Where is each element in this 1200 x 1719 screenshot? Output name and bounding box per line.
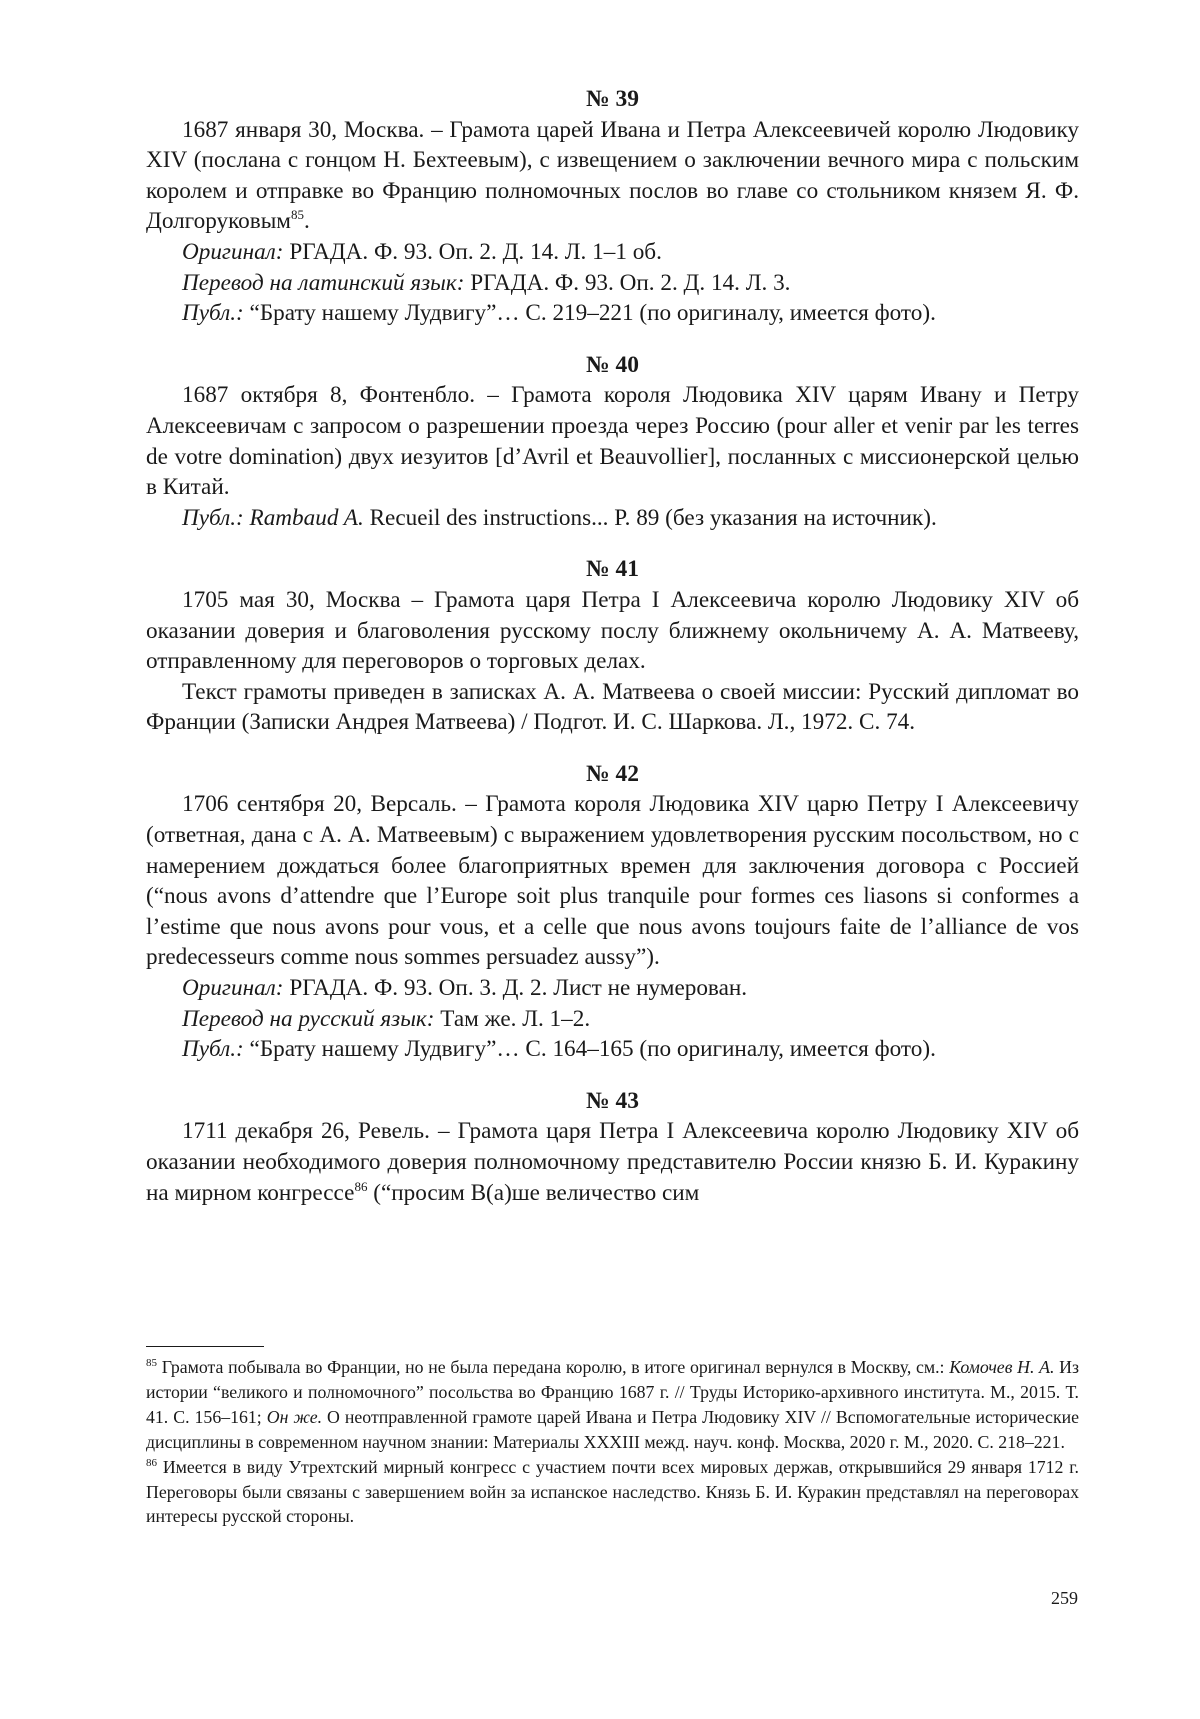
footnotes (146, 1355, 1079, 1529)
entry-40 (146, 350, 1079, 534)
footnote-ref[interactable]: 86 (354, 1178, 368, 1194)
entry-43 (146, 1086, 1079, 1208)
entry-text: Текст грамоты приведен в записках А. А. Матвеева о своей миссии: Русский дипломат во Франции (Записки Андрея Матвеева) / Подгот. И. С. Шаркова. Л., 1972. С. 74. (146, 678, 1079, 736)
footnote-divider (146, 1346, 264, 1347)
entry-text: 1705 мая 30, Москва – Грамота царя Петра I Алексеевича королю Людовику XIV об оказании доверия и благоволения русскому послу ближнему окольничему А. А. Матвееву, отправленному для переговоров о торговых делах. (146, 586, 1079, 675)
source-line: Перевод на русский язык: Там же. Л. 1–2. (182, 1005, 591, 1032)
source-line: Публ.: “Брату нашему Лудвигу”… С. 219–221 (по оригиналу, имеется фото). (182, 300, 936, 327)
entry-39 (146, 84, 1079, 329)
entry-42 (146, 759, 1079, 1065)
source-line: Публ.: “Брату нашему Лудвигу”… С. 164–165 (по оригиналу, имеется фото). (182, 1036, 936, 1063)
entry-number: № 43 (586, 1087, 639, 1114)
footnote-86: $^{86}$ Имеется в виду Утрехтский мирный конгресс с участием почти всех мировых держав, открывшийся 29 января 1712 г. Переговоры были связаны с завершением войн за испанское наследство. Князь Б. И. Куракин представлял на переговорах интересы русской стороны. (146, 1456, 1079, 1527)
entry-text: 1687 октября 8, Фонтенбло. – Грамота короля Людовика XIV царям Ивану и Петру Алексеевичам с запросом о разрешении проезда через Россию (pour aller et venir par les terres de votre domination) двух иезуитов [d’Avril et Beauvollier], посланных с миссионерской целью в Китай. (146, 382, 1079, 501)
entry-number: № 39 (586, 86, 639, 112)
footnote-85: $^{85}$ Грамота побывала во Франции, но не была передана королю, в итоге оригинал вернулся в Москву, см.: Комочев Н. А. Из истории “великого и полномочного” посольства во Францию 1687 г. // Труды Историко-архивного института. М., 2015. Т. 41. С. 156–161; Он же. О неотправленной грамоте царей Ивана и Петра Людовику XIV // Вспомогательные исторические дисциплины в современном научном знании: Материалы XXXIII межд. науч. конф. Москва, 2020 г. М., 2020. С. 218–221. (146, 1357, 1079, 1452)
entry-text: 1711 декабря 26, Ревель. – Грамота царя Петра I Алексеевича королю Людовику XIV об оказании необходимого доверия полномочному представителю России князю Б. И. Куракину на мирном конгрессе$^{86}$ (“просим В(а)ше величество сим (146, 1118, 1079, 1206)
entry-number: № 40 (586, 351, 639, 378)
entry-number: № 42 (586, 760, 639, 787)
source-line: Публ.: Rambaud A. Recueil des instructions... P. 89 (без указания на источник). (182, 504, 937, 531)
footnote-ref[interactable]: 85 (290, 207, 304, 223)
source-line: Оригинал: РГАДА. Ф. 93. Оп. 3. Д. 2. Лист не нумерован. (182, 975, 748, 1002)
entry-text: 1687 января 30, Москва. – Грамота царей Ивана и Петра Алексеевичей королю Людовику XIV (послана с гонцом Н. Бехтеевым), с извещением о заключении вечного мира с польским королем и отправке во Францию полномочных послов во главе со стольником князем Я. Ф. Долгоруковым$^{85}$. (146, 116, 1079, 235)
source-line: Перевод на латинский язык: РГАДА. Ф. 93. Оп. 2. Д. 14. Л. 3. (182, 269, 791, 296)
main-text (146, 84, 1079, 1229)
page-number: 259 (1051, 1588, 1078, 1608)
entry-text: 1706 сентября 20, Версаль. – Грамота короля Людовика XIV царю Петру I Алексеевичу (ответная, дана с А. А. Матвеевым) с выражением удовлетворения русским посольством, но с намерением дождаться более благоприятных времен для заключения договора с Россией (“nous avons d’attendre que l’Europe soit plus tranquile pour formes ces liasons si conformes a l’estime que nous avons pour vous, et a celle que nous avons toujours faite de l’alliance de vos predecesseurs comme nous sommes persuadez aussy”). (146, 791, 1079, 971)
source-line: Оригинал: РГАДА. Ф. 93. Оп. 2. Д. 14. Л. 1–1 об. (182, 238, 662, 265)
entry-41 (146, 554, 1079, 738)
entry-number: № 41 (586, 556, 639, 583)
